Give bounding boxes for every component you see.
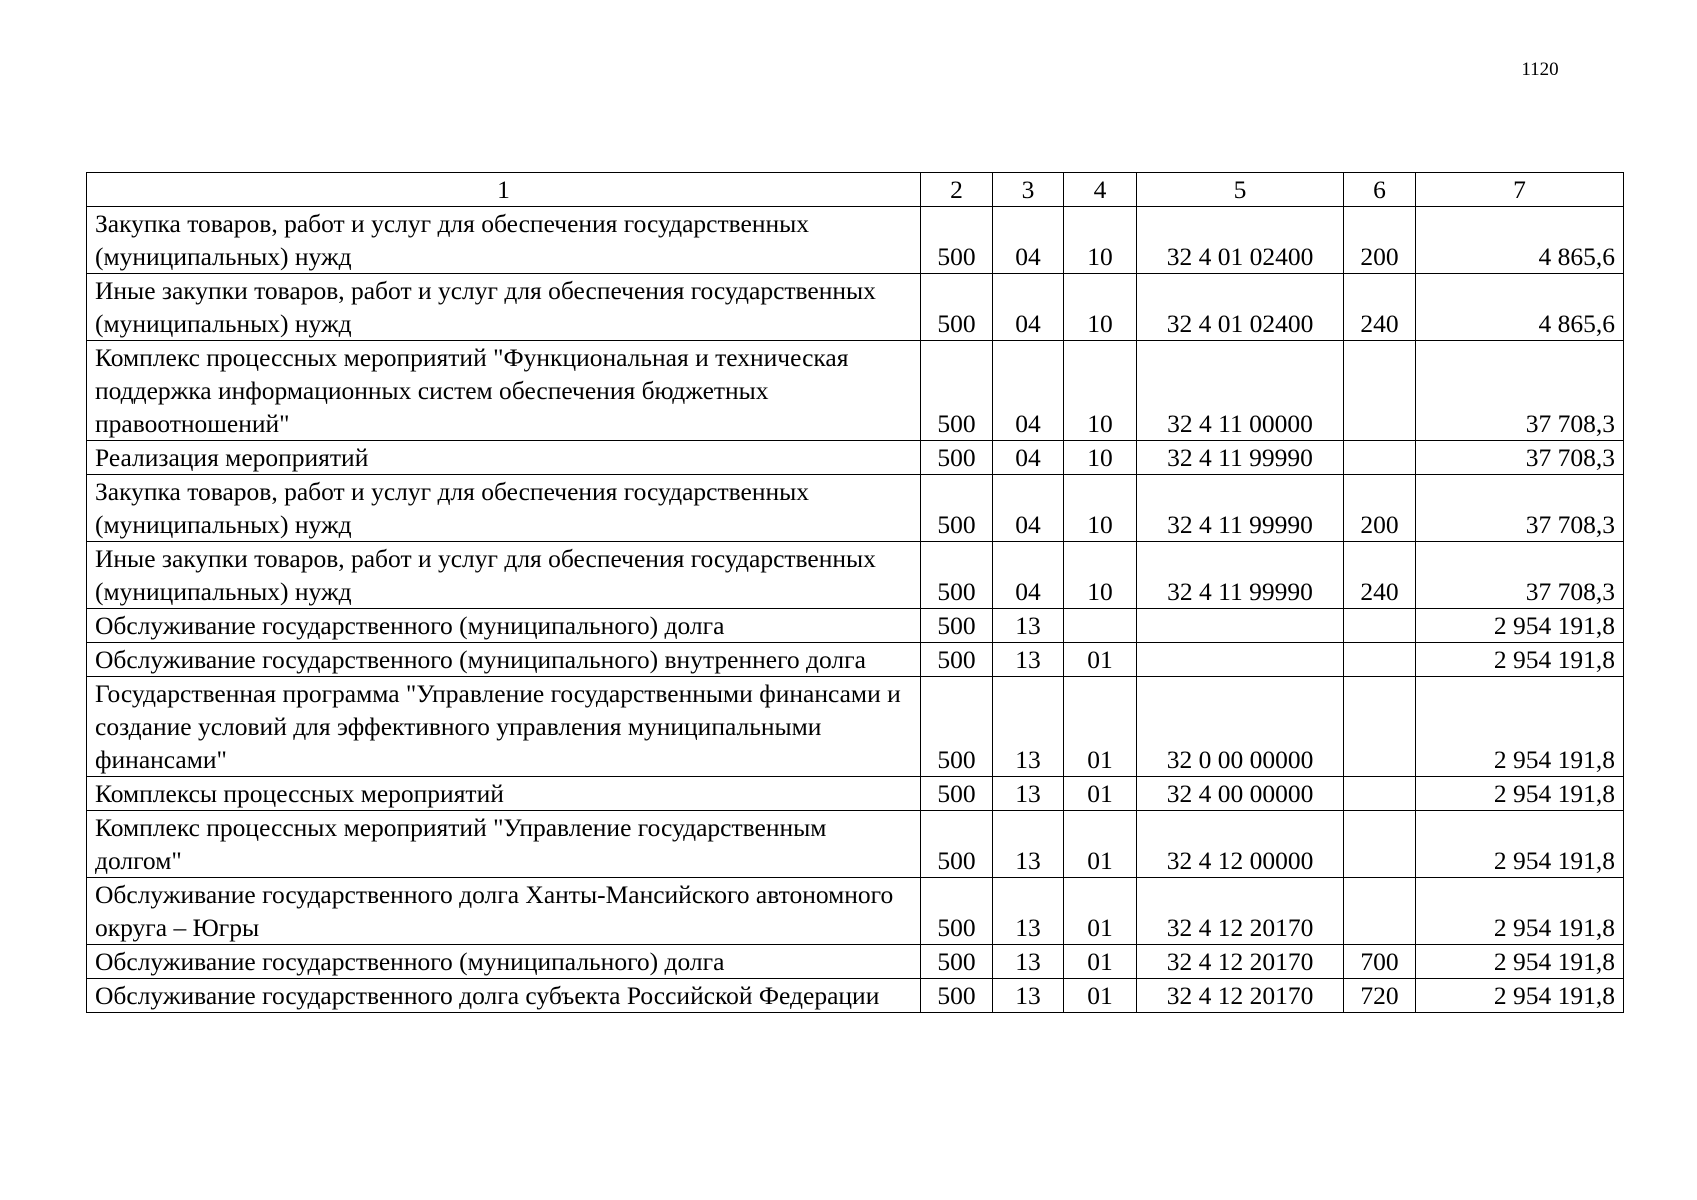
table-row — [87, 979, 1624, 1013]
row-name: Иные закупки товаров, работ и услуг для обеспечения государственных (муниципальных) нужд — [87, 274, 921, 341]
row-rz: 04 — [993, 207, 1064, 274]
row-csr: 32 4 11 00000 — [1137, 341, 1344, 441]
row-pr: 01 — [1064, 979, 1137, 1013]
row-pr: 10 — [1064, 441, 1137, 475]
row-amount: 2 954 191,8 — [1416, 609, 1624, 643]
row-vr: 700 — [1344, 945, 1416, 979]
header-cell: 5 — [1137, 173, 1344, 207]
row-rz: 13 — [993, 609, 1064, 643]
row-pr: 10 — [1064, 542, 1137, 609]
table-header-row — [87, 173, 1624, 207]
row-ved: 500 — [921, 811, 993, 878]
header-cell: 6 — [1344, 173, 1416, 207]
row-rz: 04 — [993, 274, 1064, 341]
table-row — [87, 811, 1624, 878]
row-ved: 500 — [921, 777, 993, 811]
row-rz: 13 — [993, 979, 1064, 1013]
row-pr: 10 — [1064, 207, 1137, 274]
row-name: Комплекс процессных мероприятий "Функциональная и техническая поддержка информационных систем обеспечения бюджетных правоотношений" — [87, 341, 921, 441]
row-rz: 04 — [993, 341, 1064, 441]
row-amount: 37 708,3 — [1416, 475, 1624, 542]
header-cell: 4 — [1064, 173, 1137, 207]
row-pr: 01 — [1064, 811, 1137, 878]
row-csr — [1137, 609, 1344, 643]
page-number: 1120 — [1521, 59, 1559, 80]
row-ved: 500 — [921, 677, 993, 777]
row-pr — [1064, 609, 1137, 643]
row-csr — [1137, 643, 1344, 677]
row-ved: 500 — [921, 979, 993, 1013]
row-name: Обслуживание государственного долга Ханты-Мансийского автономного округа – Югры — [87, 878, 921, 945]
row-pr: 01 — [1064, 677, 1137, 777]
row-amount: 2 954 191,8 — [1416, 878, 1624, 945]
row-name: Обслуживание государственного (муниципального) внутреннего долга — [87, 643, 921, 677]
row-csr: 32 4 12 00000 — [1137, 811, 1344, 878]
row-vr: 200 — [1344, 207, 1416, 274]
row-csr: 32 4 11 99990 — [1137, 441, 1344, 475]
row-ved: 500 — [921, 207, 993, 274]
row-rz: 04 — [993, 441, 1064, 475]
table-row — [87, 274, 1624, 341]
row-ved: 500 — [921, 475, 993, 542]
row-amount: 2 954 191,8 — [1416, 811, 1624, 878]
row-amount: 2 954 191,8 — [1416, 677, 1624, 777]
row-vr — [1344, 441, 1416, 475]
table-row — [87, 207, 1624, 274]
row-pr: 10 — [1064, 341, 1137, 441]
row-csr: 32 0 00 00000 — [1137, 677, 1344, 777]
row-csr: 32 4 12 20170 — [1137, 945, 1344, 979]
row-pr: 10 — [1064, 475, 1137, 542]
row-csr: 32 4 01 02400 — [1137, 207, 1344, 274]
row-name: Обслуживание государственного долга субъекта Российской Федерации — [87, 979, 921, 1013]
row-vr — [1344, 677, 1416, 777]
row-vr — [1344, 341, 1416, 441]
row-pr: 01 — [1064, 643, 1137, 677]
row-name: Обслуживание государственного (муниципального) долга — [87, 609, 921, 643]
table-row — [87, 441, 1624, 475]
table-row — [87, 945, 1624, 979]
row-pr: 01 — [1064, 878, 1137, 945]
header-cell: 3 — [993, 173, 1064, 207]
row-ved: 500 — [921, 878, 993, 945]
row-amount: 4 865,6 — [1416, 274, 1624, 341]
row-vr — [1344, 811, 1416, 878]
row-name: Комплексы процессных мероприятий — [87, 777, 921, 811]
table-row — [87, 542, 1624, 609]
row-pr: 01 — [1064, 945, 1137, 979]
row-amount: 37 708,3 — [1416, 542, 1624, 609]
row-name: Государственная программа "Управление государственными финансами и создание условий для эффективного управления муниципальными финансами" — [87, 677, 921, 777]
row-ved: 500 — [921, 643, 993, 677]
row-vr: 240 — [1344, 274, 1416, 341]
row-name: Обслуживание государственного (муниципального) долга — [87, 945, 921, 979]
row-rz: 13 — [993, 677, 1064, 777]
table-row — [87, 677, 1624, 777]
row-rz: 13 — [993, 811, 1064, 878]
row-amount: 2 954 191,8 — [1416, 777, 1624, 811]
row-vr: 720 — [1344, 979, 1416, 1013]
row-ved: 500 — [921, 341, 993, 441]
row-name: Закупка товаров, работ и услуг для обеспечения государственных (муниципальных) нужд — [87, 475, 921, 542]
row-csr: 32 4 00 00000 — [1137, 777, 1344, 811]
row-amount: 2 954 191,8 — [1416, 979, 1624, 1013]
table-row — [87, 475, 1624, 542]
row-vr — [1344, 643, 1416, 677]
row-name: Реализация мероприятий — [87, 441, 921, 475]
row-ved: 500 — [921, 441, 993, 475]
table-row — [87, 341, 1624, 441]
row-amount: 37 708,3 — [1416, 341, 1624, 441]
row-amount: 2 954 191,8 — [1416, 945, 1624, 979]
row-ved: 500 — [921, 274, 993, 341]
row-pr: 01 — [1064, 777, 1137, 811]
row-csr: 32 4 12 20170 — [1137, 979, 1344, 1013]
row-pr: 10 — [1064, 274, 1137, 341]
row-vr: 240 — [1344, 542, 1416, 609]
row-rz: 13 — [993, 643, 1064, 677]
row-ved: 500 — [921, 609, 993, 643]
row-vr — [1344, 878, 1416, 945]
table-row — [87, 878, 1624, 945]
row-csr: 32 4 11 99990 — [1137, 542, 1344, 609]
row-rz: 04 — [993, 542, 1064, 609]
row-rz: 04 — [993, 475, 1064, 542]
header-cell: 1 — [87, 173, 921, 207]
table-row — [87, 643, 1624, 677]
row-rz: 13 — [993, 945, 1064, 979]
row-amount: 4 865,6 — [1416, 207, 1624, 274]
row-rz: 13 — [993, 777, 1064, 811]
row-vr — [1344, 609, 1416, 643]
row-name: Комплекс процессных мероприятий "Управление государственным долгом" — [87, 811, 921, 878]
row-amount: 37 708,3 — [1416, 441, 1624, 475]
row-rz: 13 — [993, 878, 1064, 945]
row-name: Закупка товаров, работ и услуг для обеспечения государственных (муниципальных) нужд — [87, 207, 921, 274]
row-csr: 32 4 01 02400 — [1137, 274, 1344, 341]
row-vr: 200 — [1344, 475, 1416, 542]
header-cell: 7 — [1416, 173, 1624, 207]
budget-table — [86, 172, 1624, 1013]
row-csr: 32 4 11 99990 — [1137, 475, 1344, 542]
row-ved: 500 — [921, 945, 993, 979]
table-row — [87, 777, 1624, 811]
row-ved: 500 — [921, 542, 993, 609]
row-name: Иные закупки товаров, работ и услуг для обеспечения государственных (муниципальных) нужд — [87, 542, 921, 609]
row-amount: 2 954 191,8 — [1416, 643, 1624, 677]
header-cell: 2 — [921, 173, 993, 207]
table-row — [87, 609, 1624, 643]
row-csr: 32 4 12 20170 — [1137, 878, 1344, 945]
row-vr — [1344, 777, 1416, 811]
